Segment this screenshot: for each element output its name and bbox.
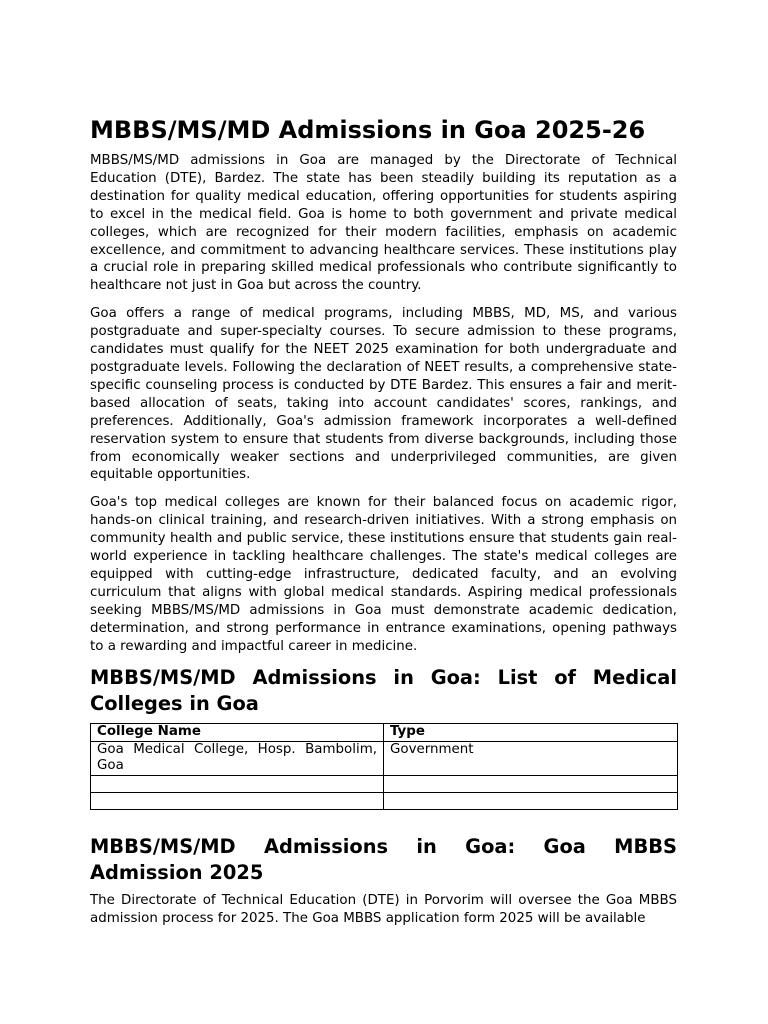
college-name-cell xyxy=(91,775,384,792)
college-name-header: College Name xyxy=(91,724,384,742)
intro-paragraph-3: Goa's top medical colleges are known for their balanced focus on academic rigor, hands-on clinical training, and research-driven initiatives. With a strong emphasis on community health and public service, these institutions ensure that students gain real-world experience in tackling healthcare challenges. The state's medical colleges are equipped with cutting-edge infrastructure, dedicated faculty, and an evolving curriculum that aligns with global medical standards. Aspiring medical professionals seeking MBBS/MS/MD admissions in Goa must demonstrate academic dedication, determination, and strong performance in entrance examinations, opening pathways to a rewarding and impactful career in medicine. xyxy=(90,495,677,654)
colleges-section-heading: MBBS/MS/MD Admissions in Goa: List of Medical Colleges in Goa xyxy=(90,666,677,716)
intro-paragraph-2: Goa offers a range of medical programs, including MBBS, MD, MS, and various postgraduate and super-specialty courses. To secure admission to these programs, candidates must qualify for the NEET 2025 examination for both undergraduate and postgraduate levels. Following the declaration of NEET results, a comprehensive state-specific counseling process is conducted by DTE Bardez. This ensures a fair and merit-based allocation of seats, taking into account candidates' scores, rankings, and preferences. Additionally, Goa's admission framework incorporates a well-defined reservation system to ensure that students from diverse backgrounds, including those from economically weaker sections and underprivileged communities, are given equitable opportunities. xyxy=(90,306,677,483)
colleges-table xyxy=(90,723,678,810)
table-row xyxy=(91,741,678,775)
intro-paragraph-1: MBBS/MS/MD admissions in Goa are managed by the Directorate of Technical Education (DTE), Bardez. The state has been steadily building its reputation as a destination for quality medical education, offering opportunities for students aspiring to excel in the medical field. Goa is home to both government and private medical colleges, which are recognized for their modern facilities, emphasis on academic excellence, and commitment to advancing healthcare services. These institutions play a crucial role in preparing skilled medical professionals who contribute significantly to healthcare not just in Goa but across the country. xyxy=(90,153,677,294)
type-header: Type xyxy=(384,724,678,742)
college-name-cell: Goa Medical College, Hosp. Bambolim, Goa xyxy=(91,741,384,775)
table-header-row xyxy=(91,724,678,742)
table-row xyxy=(91,775,678,792)
document-page xyxy=(90,112,677,938)
admission-paragraph: The Directorate of Technical Education (DTE) in Porvorim will oversee the Goa MBBS admission process for 2025. The Goa MBBS application form 2025 will be available xyxy=(90,892,677,926)
college-type-cell xyxy=(384,775,678,792)
admission-section-heading: MBBS/MS/MD Admissions in Goa: Goa MBBS Admission 2025 xyxy=(90,834,677,884)
college-type-cell xyxy=(384,792,678,809)
college-name-cell xyxy=(91,792,384,809)
college-type-cell: Government xyxy=(384,741,678,775)
page-title: MBBS/MS/MD Admissions in Goa 2025-26 xyxy=(90,116,646,144)
table-row xyxy=(91,792,678,809)
